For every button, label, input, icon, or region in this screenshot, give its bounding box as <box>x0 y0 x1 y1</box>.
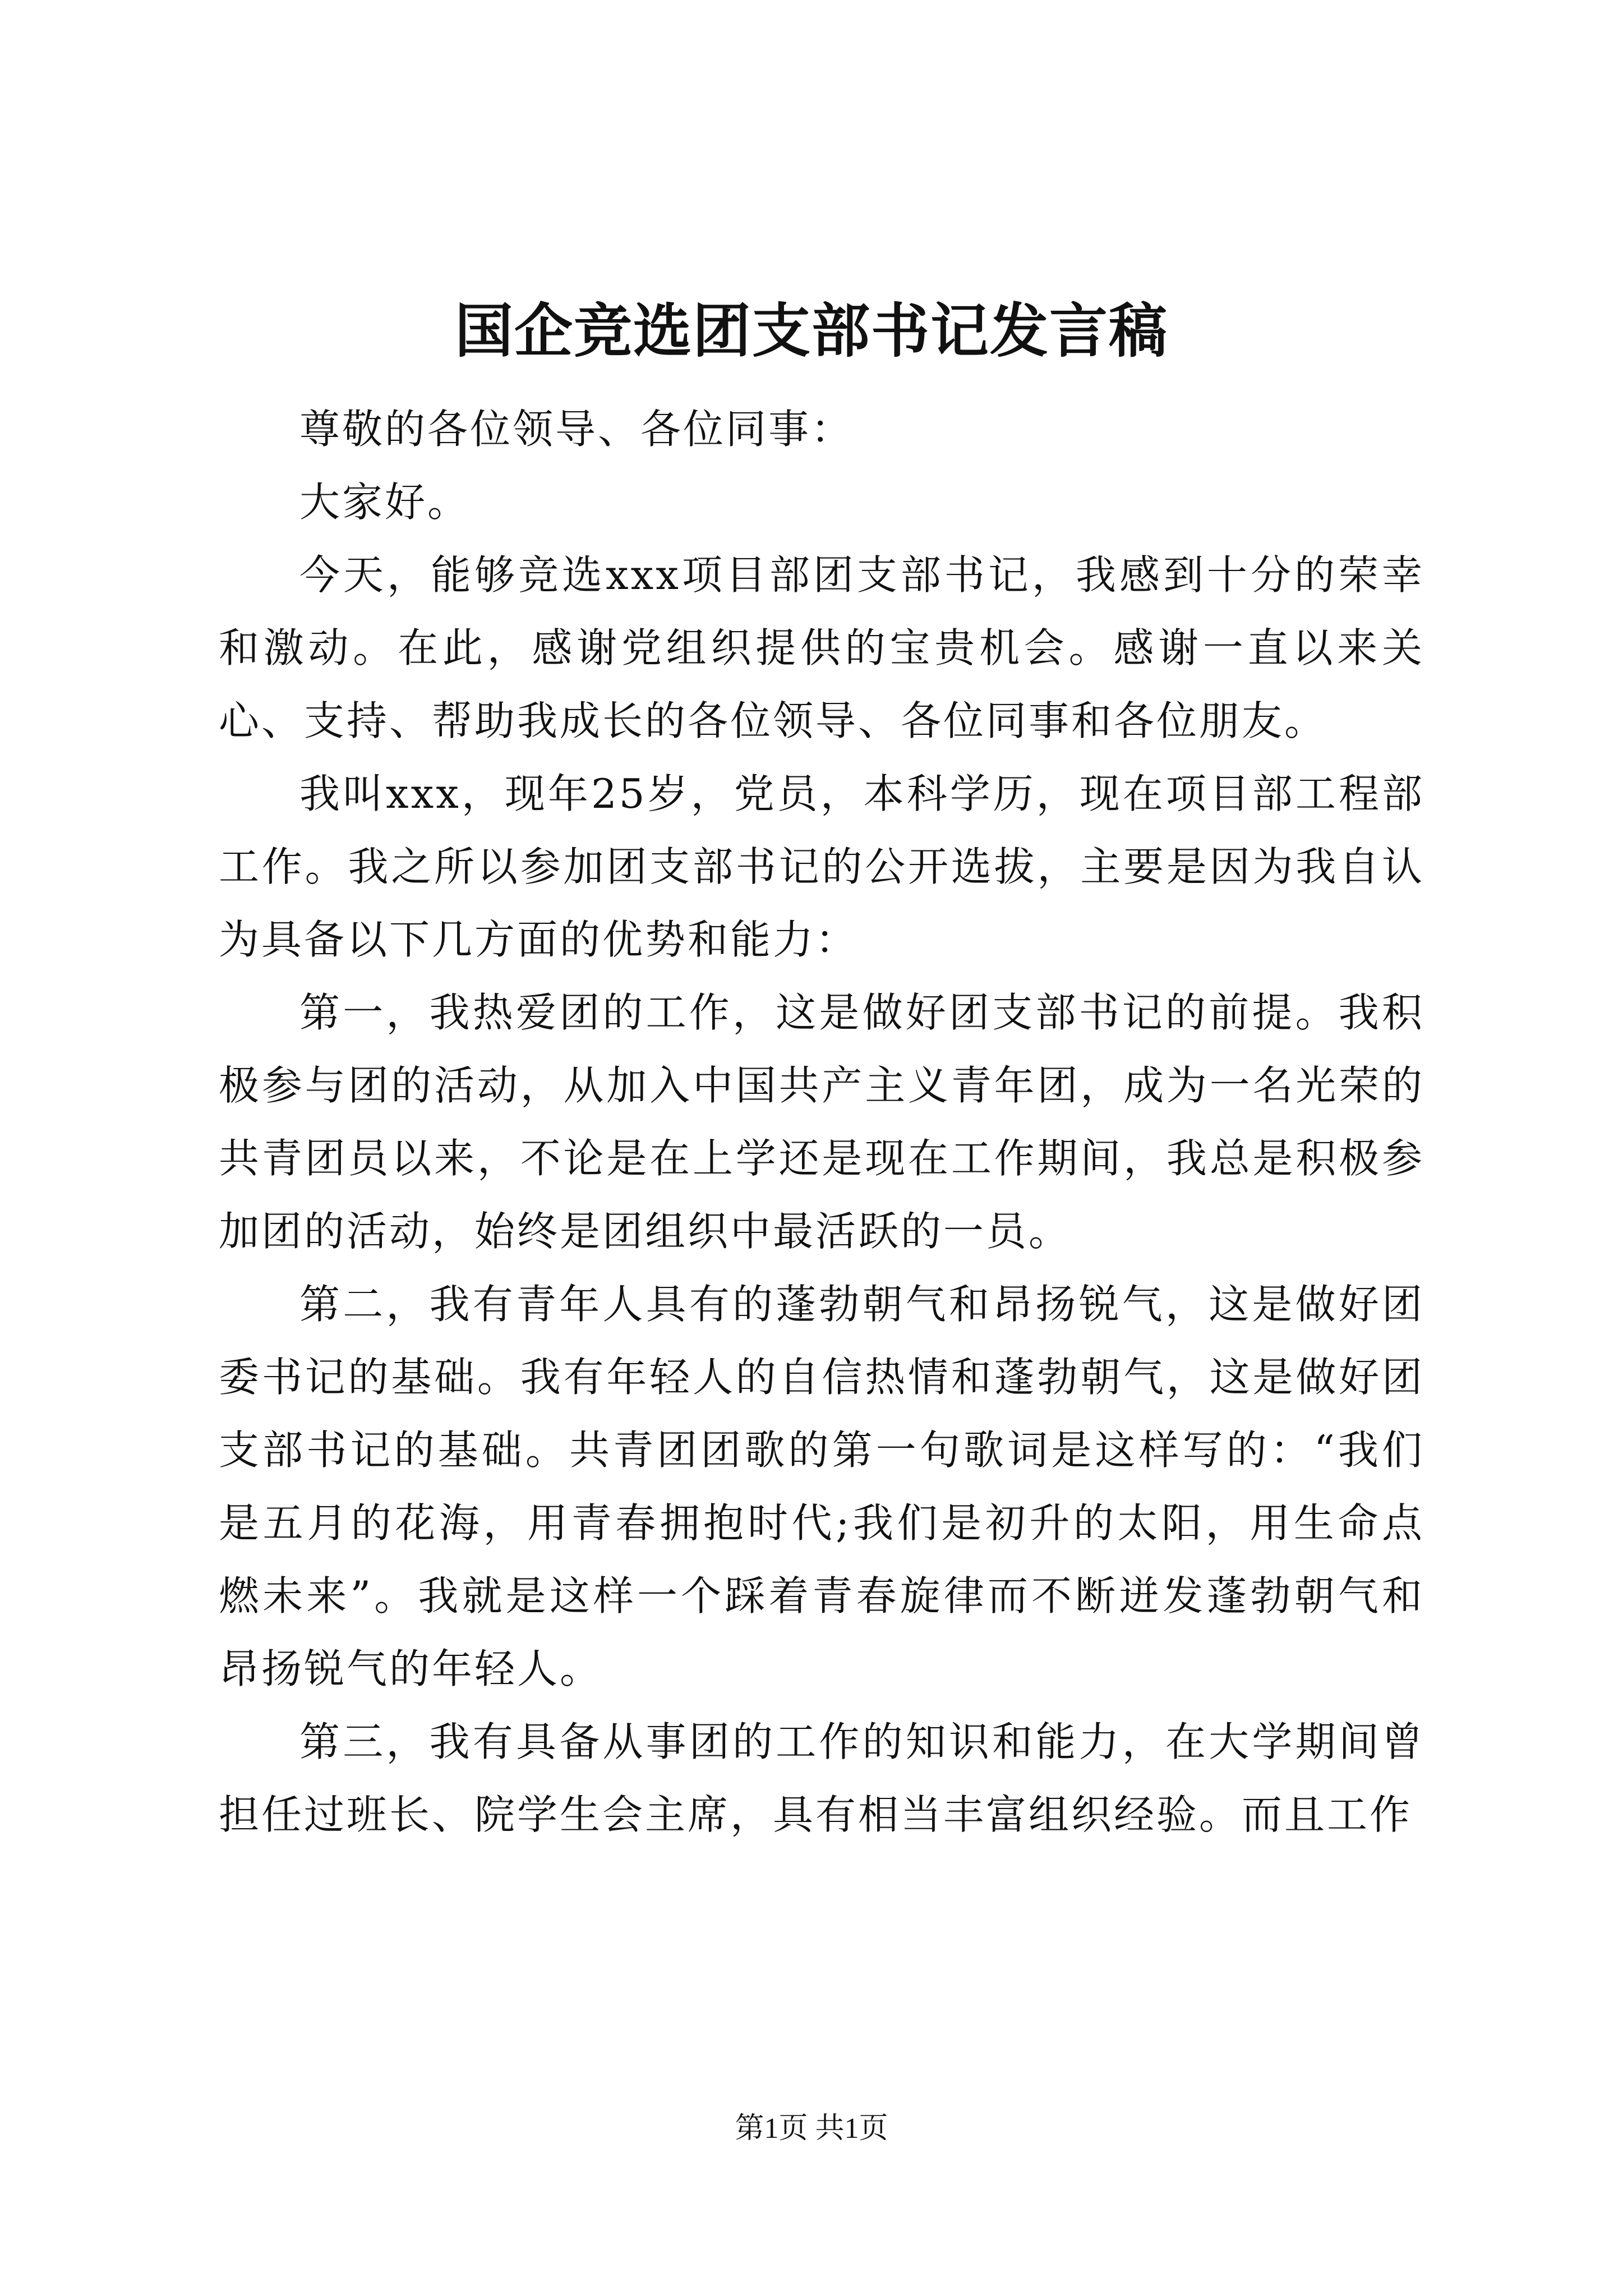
paragraph-greeting: 大家好。 <box>299 478 471 526</box>
page-footer: 第1页 共1页 <box>735 2113 888 2145</box>
paragraph-salutation: 尊敬的各位领导、各位同事： <box>299 406 854 453</box>
paragraph-point-two: 第二，我有青年人具有的蓬勃朝气和昂扬锐气，这是做好团委书记的基础。我有年轻人的自信热情和蓬勃朝气，这是做好团支部书记的基础。共青团团歌的第一句歌词是这样写的：“我们是五月的花海，用青春拥抱时代;我们是初升的太阳，用生命点燃未来”。我就是这样一个踩着青春旋律而不断迸发蓬勃朝气和昂扬锐气的年轻人。 <box>219 1281 1424 1692</box>
paragraph-point-one: 第一，我热爱团的工作，这是做好团支部书记的前提。我积极参与团的活动，从加入中国共产主义青年团，成为一名光荣的共青团员以来，不论是在上学还是现在工作期间，我总是积极参加团的活动，始终是团组织中最活跃的一员。 <box>219 989 1424 1255</box>
paragraph-intro: 今天，能够竞选xxx项目部团支部书记，我感到十分的荣幸和激动。在此，感谢党组织提供的宝贵机会。感谢一直以来关心、支持、帮助我成长的各位领导、各位同事和各位朋友。 <box>219 551 1424 744</box>
document-title: 国企竞选团支部书记发言稿 <box>454 296 1168 365</box>
document-body <box>219 393 1424 1851</box>
paragraph-point-three: 第三，我有具备从事团的工作的知识和能力，在大学期间曾担任过班长、院学生会主席，具有相当丰富组织经验。而且工作 <box>219 1718 1424 1838</box>
paragraph-self-introduction: 我叫xxx，现年25岁，党员，本科学历，现在项目部工程部工作。我之所以参加团支部书记的公开选拔，主要是因为我自认为具备以下几方面的优势和能力： <box>219 770 1424 963</box>
